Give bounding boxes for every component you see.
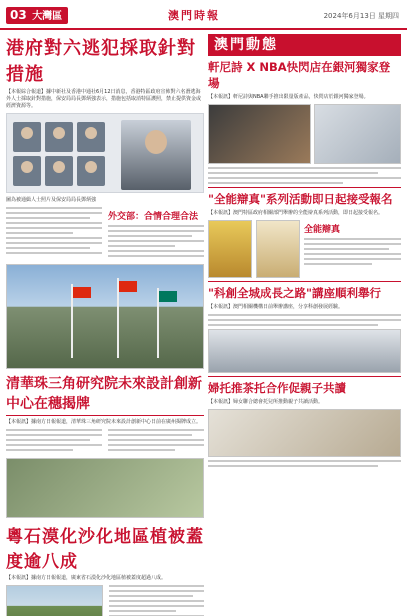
lead-reading: 【本報訊】婦女聯合總會托兒所推動親子共讀活動。 xyxy=(208,399,324,405)
right-column xyxy=(208,34,401,470)
reading-photo xyxy=(208,409,401,457)
fugitives-photo xyxy=(6,113,204,193)
text-column xyxy=(6,207,102,260)
mugshot xyxy=(45,156,73,186)
book-cover xyxy=(208,220,252,278)
text-block xyxy=(208,460,401,467)
subhead-mfa: 外交部：合情合理合法 xyxy=(108,212,199,222)
debate-books xyxy=(208,220,401,278)
mugshot xyxy=(77,156,105,186)
article-body-2 xyxy=(6,429,204,454)
page-header xyxy=(0,0,407,30)
divider xyxy=(208,376,401,377)
flag xyxy=(73,287,91,298)
landscape-photo xyxy=(6,585,103,616)
headline-tsinghua: 清華珠三角研究院未來設計創新中心在穗揭牌 xyxy=(6,373,204,416)
headline-hk-fugitives: 港府對六逃犯採取針對措施 xyxy=(6,38,196,85)
mugshot xyxy=(45,122,73,152)
issue-date: 2024年6月13日 星期四 xyxy=(323,12,399,20)
lab-photo xyxy=(6,458,204,518)
text-column xyxy=(109,585,204,616)
flags-photo xyxy=(6,264,204,369)
nba-photo-event xyxy=(314,104,401,164)
divider xyxy=(208,187,401,188)
section-badge xyxy=(6,7,68,24)
security-secretary-photo xyxy=(121,120,191,190)
lead-nba: 【本報訊】軒尼詩與NBA聯手推出限量版產品，快閃店於銀河獨家登場。 xyxy=(208,94,369,100)
lead-hk-fugitives: 【本報綜合報道】據中新社及香港中通社6月12日消息，香港特區政府宣佈對六名潛逃海外人士採取針對措施，保安局局長鄧炳強表示，措施包括取消特區護照，禁止提供資金或經濟資源等。 xyxy=(6,89,202,109)
masthead: 澳門時報 xyxy=(168,9,220,22)
macau-news-banner: 澳門動態 xyxy=(208,34,401,56)
text-block xyxy=(208,314,401,326)
article-body-3 xyxy=(6,585,204,616)
lead-tsinghua: 【本報訊】據南方日報報道，清華珠三角研究院未來設計創新中心日前在廣州揭牌成立。 xyxy=(6,419,202,425)
text-block xyxy=(208,167,401,184)
headline-vegetation: 粵石漠化沙化地區植被蓋度逾八成 xyxy=(6,527,204,572)
article-body-1 xyxy=(6,207,204,260)
lead-seminar: 【本報訊】澳門相關機構日前舉辦講座，分享科創發展經驗。 xyxy=(208,304,344,310)
lead-vegetation: 【本報訊】據南方日報報道，廣東省石漠化沙化地區植被蓋度超過八成。 xyxy=(6,575,167,581)
section-number: 03 xyxy=(10,8,27,22)
book-cover xyxy=(256,220,300,278)
section-name: 大灣區 xyxy=(32,11,63,22)
text-column xyxy=(108,429,204,454)
text-column xyxy=(108,207,204,260)
nba-photos xyxy=(208,104,401,164)
seminar-photo xyxy=(208,329,401,373)
headline-reading: 婦托推茶托合作促親子共讀 xyxy=(208,381,346,395)
flag xyxy=(119,281,137,292)
left-column xyxy=(6,34,204,616)
headline-seminar: "科創全城成長之路"講座順利舉行 xyxy=(208,286,381,300)
text-column xyxy=(6,429,102,454)
mugshot xyxy=(13,122,41,152)
headline-debate: "全能辯真"系列活動即日起接受報名 xyxy=(208,192,393,206)
mugshot xyxy=(77,122,105,152)
mugshot xyxy=(13,156,41,186)
divider xyxy=(208,281,401,282)
headline-nba: 軒尼詩 X NBA快閃店在銀河獨家登場 xyxy=(208,60,391,90)
flag xyxy=(159,291,177,302)
lead-debate: 【本報訊】澳門特區政府相關部門舉辦的全能辯真系列活動，即日起接受報名。 xyxy=(208,210,384,216)
nba-photo-store xyxy=(208,104,311,164)
text-block xyxy=(304,220,401,278)
photo-caption: 圖為被通緝人士照片及保安局局長鄧炳強 xyxy=(6,197,97,203)
book-title: 全能辯真 xyxy=(304,225,341,235)
mugshot-grid xyxy=(13,122,109,186)
